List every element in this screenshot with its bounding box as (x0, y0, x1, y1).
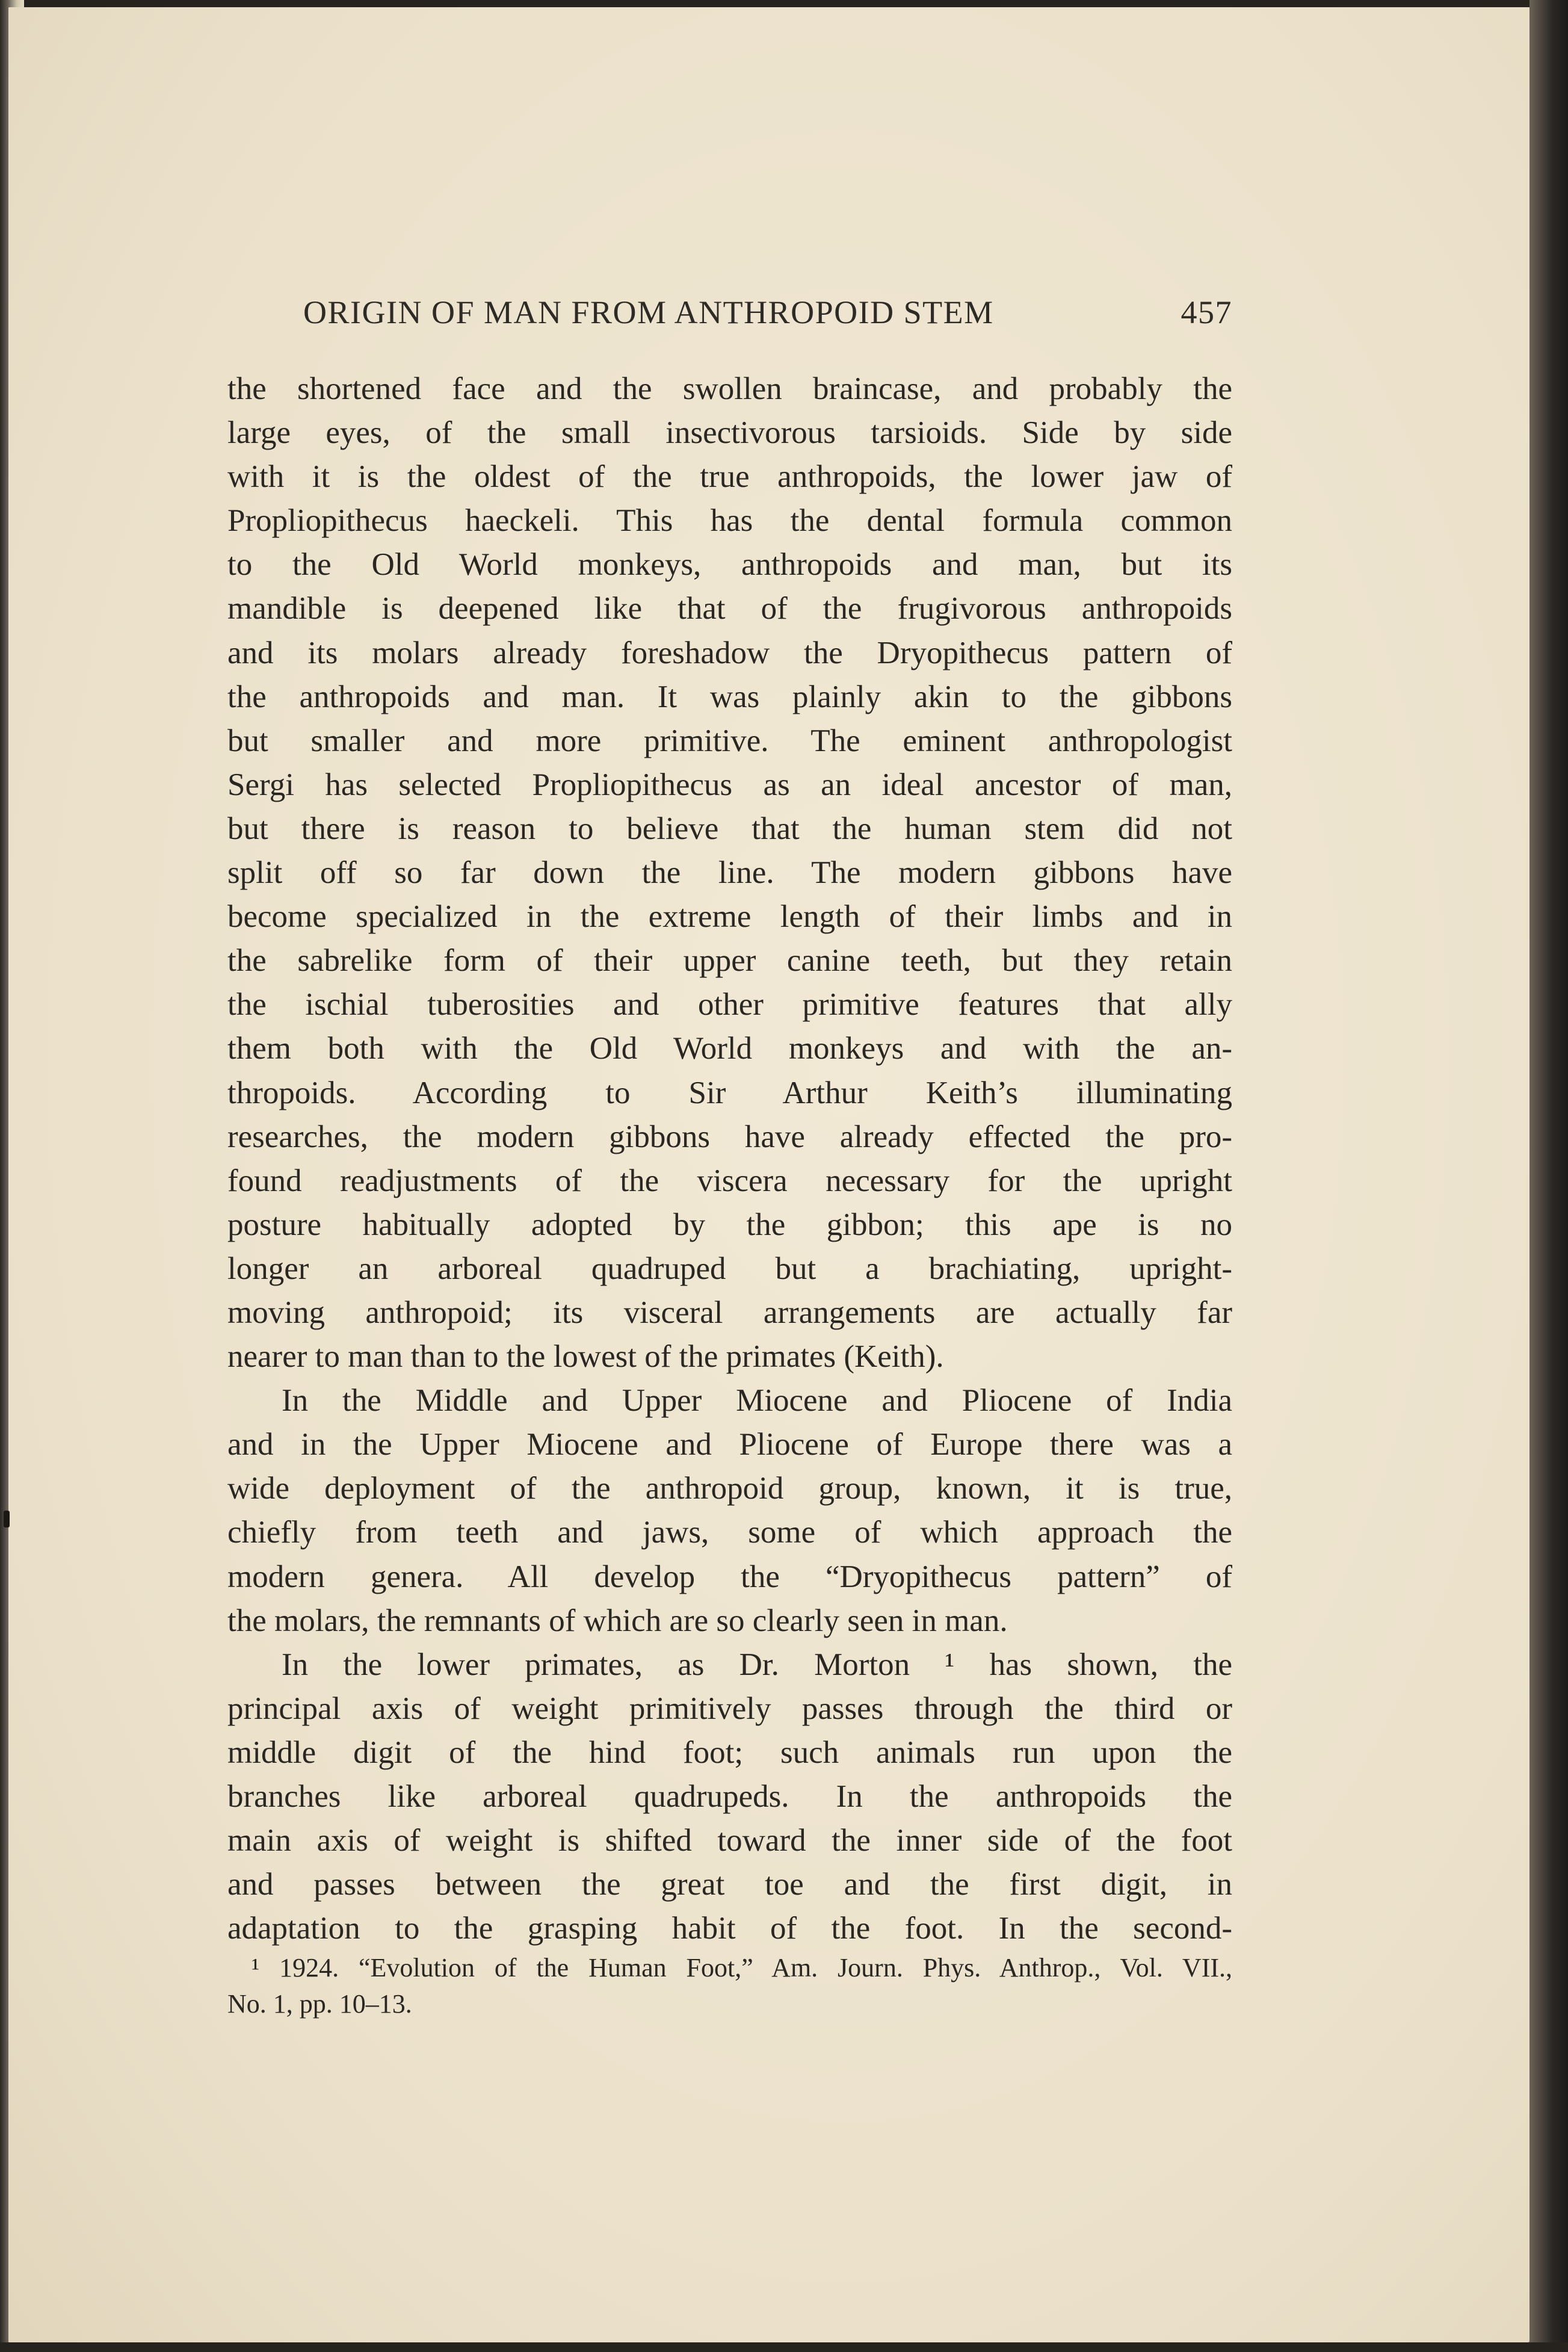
body-line-paragraph-start: In the Middle and Upper Miocene and Pliocene of India (282, 1383, 1232, 1419)
body-line: principal axis of weight primitively passes through the third or (227, 1691, 1232, 1726)
body-line: adaptation to the grasping habit of the foot. In the second- (227, 1911, 1232, 1946)
body-line: researches, the modern gibbons have already effected the pro- (227, 1119, 1232, 1154)
body-line: chiefly from teeth and jaws, some of which approach the (227, 1515, 1232, 1550)
running-head-title: ORIGIN OF MAN FROM ANTHROPOID STEM (303, 294, 994, 330)
body-text (227, 367, 1232, 1951)
page-number: 457 (1181, 294, 1232, 330)
body-line: moving anthropoid; its visceral arrangements are actually far (227, 1295, 1232, 1330)
body-line: modern genera. All develop the “Dryopithecus pattern” of (227, 1559, 1232, 1594)
body-line: split off so far down the line. The modern gibbons have (227, 855, 1232, 891)
body-line: and passes between the great toe and the first digit, in (227, 1867, 1232, 1902)
body-line: but there is reason to believe that the human stem did not (227, 811, 1232, 846)
scan-right-border (1529, 0, 1568, 2352)
body-line: and its molars already foreshadow the Dryopithecus pattern of (227, 635, 1232, 670)
body-line: posture habitually adopted by the gibbon; this ape is no (227, 1207, 1232, 1242)
body-line: longer an arboreal quadruped but a brachiating, upright- (227, 1251, 1232, 1286)
body-line: become specialized in the extreme length of their limbs and in (227, 899, 1232, 935)
body-line: with it is the oldest of the true anthropoids, the lower jaw of (227, 459, 1232, 495)
scan-bottom-border (0, 2342, 1568, 2352)
footnote-line: No. 1, pp. 10–13. (227, 1989, 412, 2019)
body-line: them both with the Old World monkeys and with the an- (227, 1031, 1232, 1066)
body-line: main axis of weight is shifted toward the inner side of the foot (227, 1823, 1232, 1858)
body-line: the ischial tuberosities and other primitive features that ally (227, 987, 1232, 1023)
body-line: and in the Upper Miocene and Pliocene of Europe there was a (227, 1427, 1232, 1462)
footnote (227, 1950, 1232, 2022)
body-line-paragraph-end: nearer to man than to the lowest of the primates (Keith). (227, 1339, 944, 1375)
body-line: the sabrelike form of their upper canine teeth, but they retain (227, 943, 1232, 979)
binding-thread-mark (4, 1511, 10, 1527)
body-line: the anthropoids and man. It was plainly akin to the gibbons (227, 679, 1232, 714)
body-line-paragraph-start: In the lower primates, as Dr. Morton ¹ has shown, the (282, 1647, 1232, 1682)
body-line: wide deployment of the anthropoid group, known, it is true, (227, 1471, 1232, 1506)
body-line: the shortened face and the swollen braincase, and probably the (227, 371, 1232, 406)
body-line: found readjustments of the viscera necessary for the upright (227, 1163, 1232, 1198)
body-line: but smaller and more primitive. The eminent anthropologist (227, 723, 1232, 758)
body-line-paragraph-end: the molars, the remnants of which are so clearly seen in man. (227, 1603, 1008, 1638)
body-line: Sergi has selected Propliopithecus as an ideal ancestor of man, (227, 767, 1232, 802)
running-head (227, 294, 1232, 336)
body-line: thropoids. According to Sir Arthur Keith’s illuminating (227, 1075, 1232, 1110)
body-line: mandible is deepened like that of the frugivorous anthropoids (227, 591, 1232, 627)
footnote-line: ¹ 1924. “Evolution of the Human Foot,” Am. Journ. Phys. Anthrop., Vol. VII., (252, 1953, 1232, 1982)
body-line: Propliopithecus haeckeli. This has the dental formula common (227, 503, 1232, 539)
body-line: branches like arboreal quadrupeds. In the anthropoids the (227, 1779, 1232, 1814)
body-line: middle digit of the hind foot; such animals run upon the (227, 1735, 1232, 1770)
body-line: to the Old World monkeys, anthropoids and man, but its (227, 547, 1232, 583)
scan-top-border (0, 0, 1568, 7)
body-line: large eyes, of the small insectivorous tarsioids. Side by side (227, 415, 1232, 451)
